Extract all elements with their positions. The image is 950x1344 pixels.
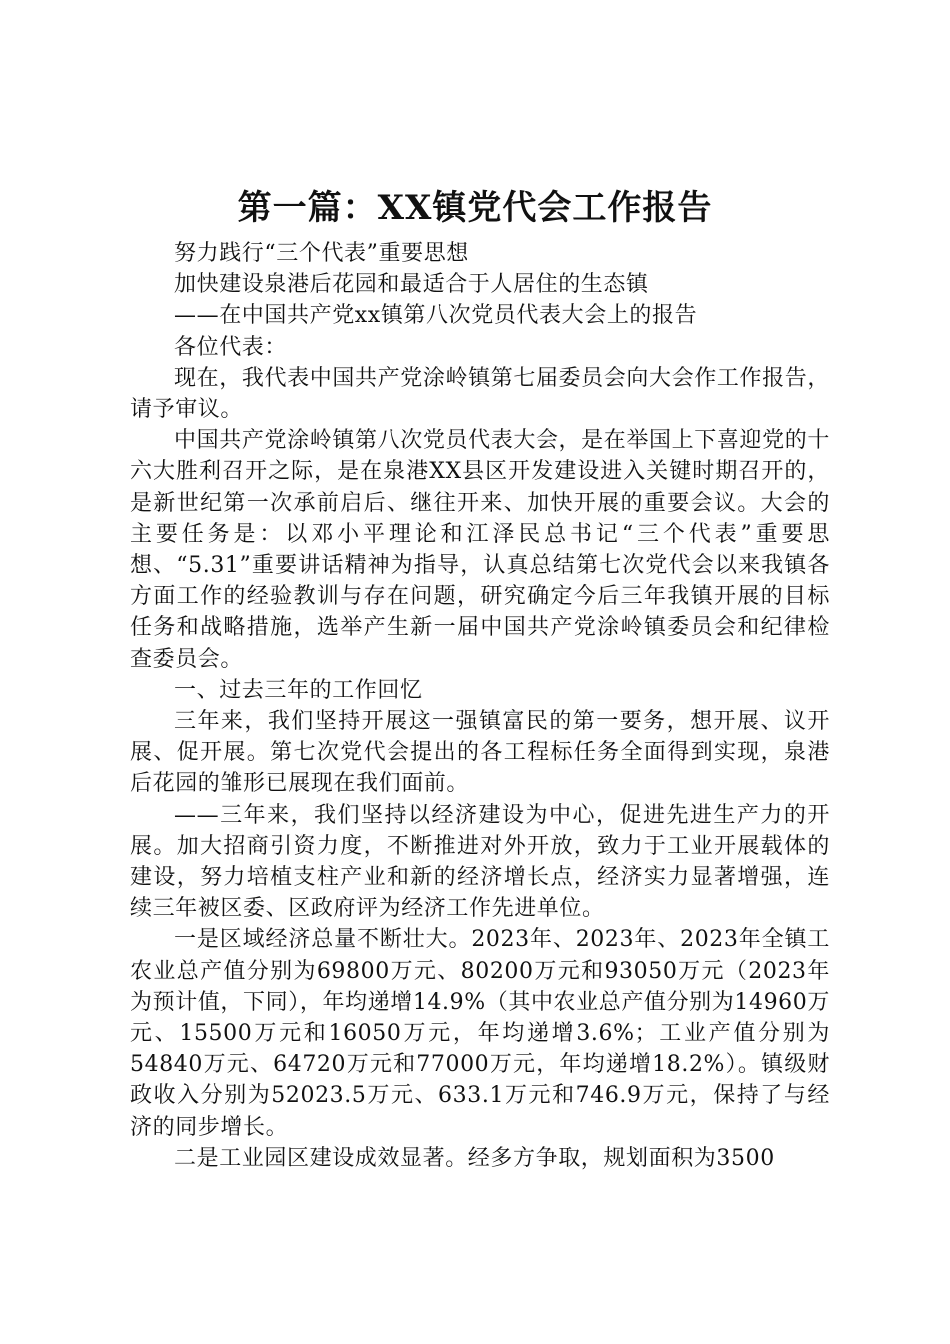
paragraph: 中国共产党涂岭镇第八次党员代表大会，是在举国上下喜迎党的十六大胜利召开之际，是在泉港XX县区开发建设进入关键时期召开的，是新世纪第一次承前启后、继往开来、加快开展的重要会议。大会的主要任务是：以邓小平理论和江泽民总书记“三个代表”重要思想、“5.31”重要讲话精神为指导，认真总结第七次党代会以来我镇各方面工作的经验教训与存在问题，研究确定今后三年我镇开展的目标任务和战略措施，选举产生新一届中国共产党涂岭镇委员会和纪律检查委员会。 [130, 428, 830, 672]
paragraph: 三年来，我们坚持开展这一强镇富民的第一要务，想开展、议开展、促开展。第七次党代会提出的各工程标任务全面得到实现，泉港后花园的雏形已展现在我们面前。 [130, 709, 830, 797]
salutation: 各位代表： [174, 334, 288, 360]
section-heading: 一、过去三年的工作回忆 [174, 677, 423, 703]
subtitle-line-2: 加快建设泉港后花园和最适合于人居住的生态镇 [174, 272, 649, 298]
subtitle-line-3: ——在中国共产党xx镇第八次党员代表大会上的报告 [174, 303, 698, 329]
document-title: 第一篇：XX镇党代会工作报告 [237, 188, 713, 228]
paragraph: 二是工业园区建设成效显著。经多方争取，规划面积为3500 [174, 1145, 775, 1171]
paragraph: 现在，我代表中国共产党涂岭镇第七届委员会向大会作工作报告，请予审议。 [130, 365, 830, 423]
document-body [130, 238, 830, 1174]
paragraph: 一是区域经济总量不断壮大。2023年、2023年、2023年全镇工农业总产值分别为69800万元、80200万元和93050万元（2023年为预计值，下同），年均递增14.9%（其中农业总产值分别为14960万元、15500万元和16050万元，年均递增3.6%；工业产值分别为54840万元、64720万元和77000万元，年均递增18.2%）。镇级财政收入分别为52023.5万元、633.1万元和746.9万元，保持了与经济的同步增长。 [130, 927, 830, 1140]
paragraph: ——三年来，我们坚持以经济建设为中心，促进先进生产力的开展。加大招商引资力度，不断推进对外开放，致力于工业开展载体的建设，努力培植支柱产业和新的经济增长点，经济实力显著增强，连续三年被区委、区政府评为经济工作先进单位。 [130, 802, 830, 922]
subtitle-line-1: 努力践行“三个代表”重要思想 [174, 241, 469, 266]
